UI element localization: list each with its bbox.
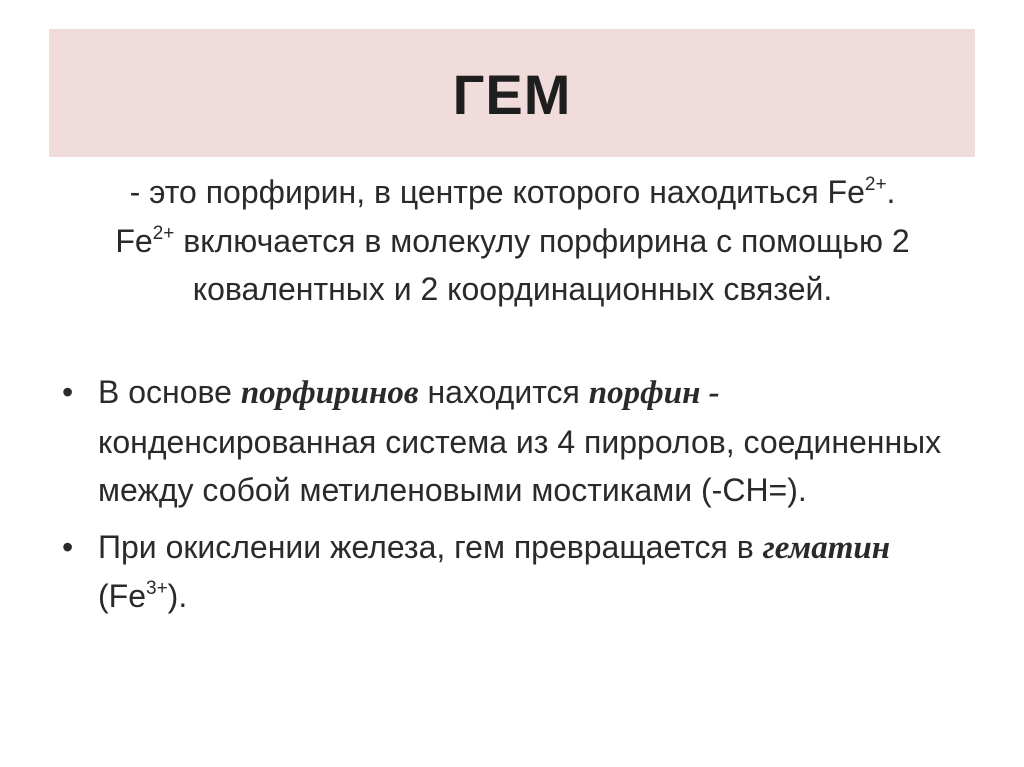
intro-line2-rest: включается в молекулу порфирина с помощью 2 ковалентных и 2 координационных связей.	[174, 222, 910, 307]
fe3-superscript: 3+	[146, 578, 168, 599]
intro-line1-text: - это порфирин, в центре которого находиться Fe	[129, 174, 865, 210]
bullet-marker: •	[62, 374, 74, 410]
bullet-list	[62, 368, 962, 629]
term-porphyrins: порфиринов	[240, 375, 419, 411]
bullet-text: находится	[418, 374, 589, 410]
term-hematin: гематин	[762, 529, 891, 566]
bullet-item-hematin	[62, 523, 962, 621]
intro-line1-end: .	[886, 174, 896, 210]
bullet-item-porphyrin	[62, 368, 962, 515]
bullet-text: (Fe	[98, 578, 146, 614]
title-band	[49, 29, 975, 157]
bullet-marker: •	[62, 528, 74, 565]
slide-title: ГЕМ	[452, 63, 572, 126]
intro-line1-superscript: 2+	[864, 174, 887, 195]
intro-paragraph	[60, 168, 965, 314]
intro-line2-superscript: 2+	[152, 222, 175, 244]
bullet-text: При окислении железа, гем превращается в	[98, 528, 763, 565]
term-porphin: порфин -	[588, 375, 720, 411]
bullet-text: конденсированная система из 4 пирролов, соединенных между собой метиленовыми мостиками (-CH=).	[98, 423, 942, 508]
bullet-text: ).	[167, 578, 188, 614]
intro-line2-text: Fe	[115, 222, 153, 259]
bullet-text: В основе	[98, 374, 241, 410]
